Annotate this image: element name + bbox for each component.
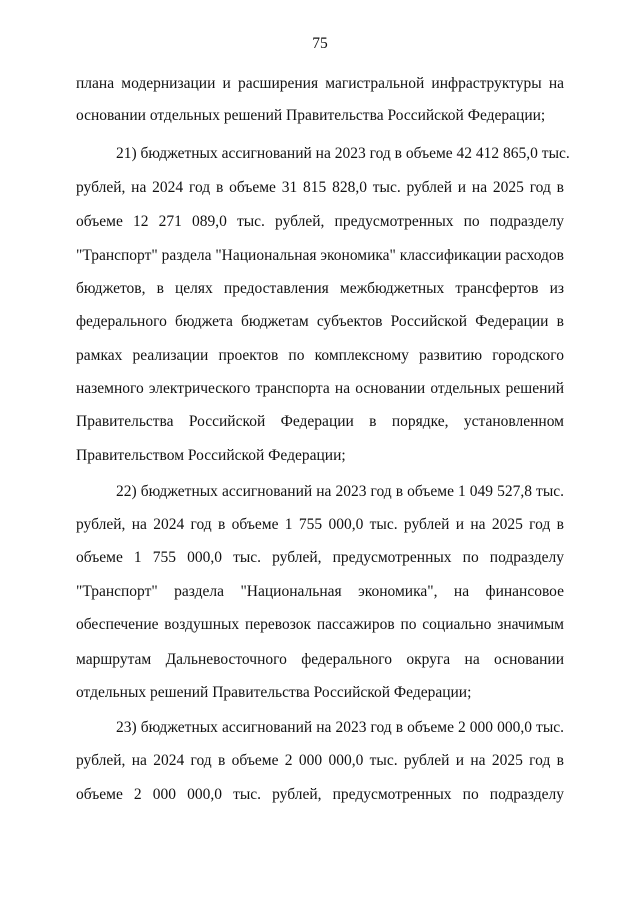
paragraph-21-start: 21) бюджетных ассигнований на 2023 год в объеме 42 412 865,0 тыс. [116, 145, 570, 162]
text-line: обеспечение воздушных перевозок пассажиров по социально значимым [76, 616, 564, 633]
text-line: объеме 1 755 000,0 тыс. рублей, предусмотренных по подразделу [76, 549, 564, 566]
text-line: объеме 12 271 089,0 тыс. рублей, предусмотренных по подразделу [76, 213, 564, 230]
text-line: основании отдельных решений Правительства Российской Федерации; [76, 107, 546, 124]
text-line: рублей, на 2024 год в объеме 31 815 828,0 тыс. рублей и на 2025 год в [76, 179, 564, 196]
text-line: Правительства Российской Федерации в порядке, установленном [76, 413, 564, 430]
text-line: рублей, на 2024 год в объеме 2 000 000,0 тыс. рублей и на 2025 год в [76, 752, 564, 769]
text-line: Правительством Российской Федерации; [76, 447, 346, 464]
paragraph-22-start: 22) бюджетных ассигнований на 2023 год в объеме 1 049 527,8 тыс. [116, 483, 564, 500]
text-line: плана модернизации и расширения магистральной инфраструктуры на [76, 75, 564, 92]
text-line: бюджетов, в целях предоставления межбюджетных трансфертов из [76, 280, 564, 297]
text-line: "Транспорт" раздела "Национальная экономика", на финансовое [76, 583, 564, 600]
text-line: отдельных решений Правительства Российской Федерации; [76, 684, 472, 701]
text-line: "Транспорт" раздела "Национальная экономика" классификации расходов [76, 247, 564, 264]
page-number: 75 [312, 35, 328, 52]
text-line: федерального бюджета бюджетам субъектов Российской Федерации в [76, 313, 564, 330]
text-line: наземного электрического транспорта на основании отдельных решений [76, 380, 564, 397]
text-line: маршрутам Дальневосточного федерального округа на основании [76, 651, 564, 668]
text-line: объеме 2 000 000,0 тыс. рублей, предусмотренных по подразделу [76, 786, 564, 803]
text-line: рамках реализации проектов по комплексному развитию городского [76, 347, 564, 364]
paragraph-23-start: 23) бюджетных ассигнований на 2023 год в объеме 2 000 000,0 тыс. [116, 719, 564, 736]
text-line: рублей, на 2024 год в объеме 1 755 000,0 тыс. рублей и на 2025 год в [76, 516, 564, 533]
